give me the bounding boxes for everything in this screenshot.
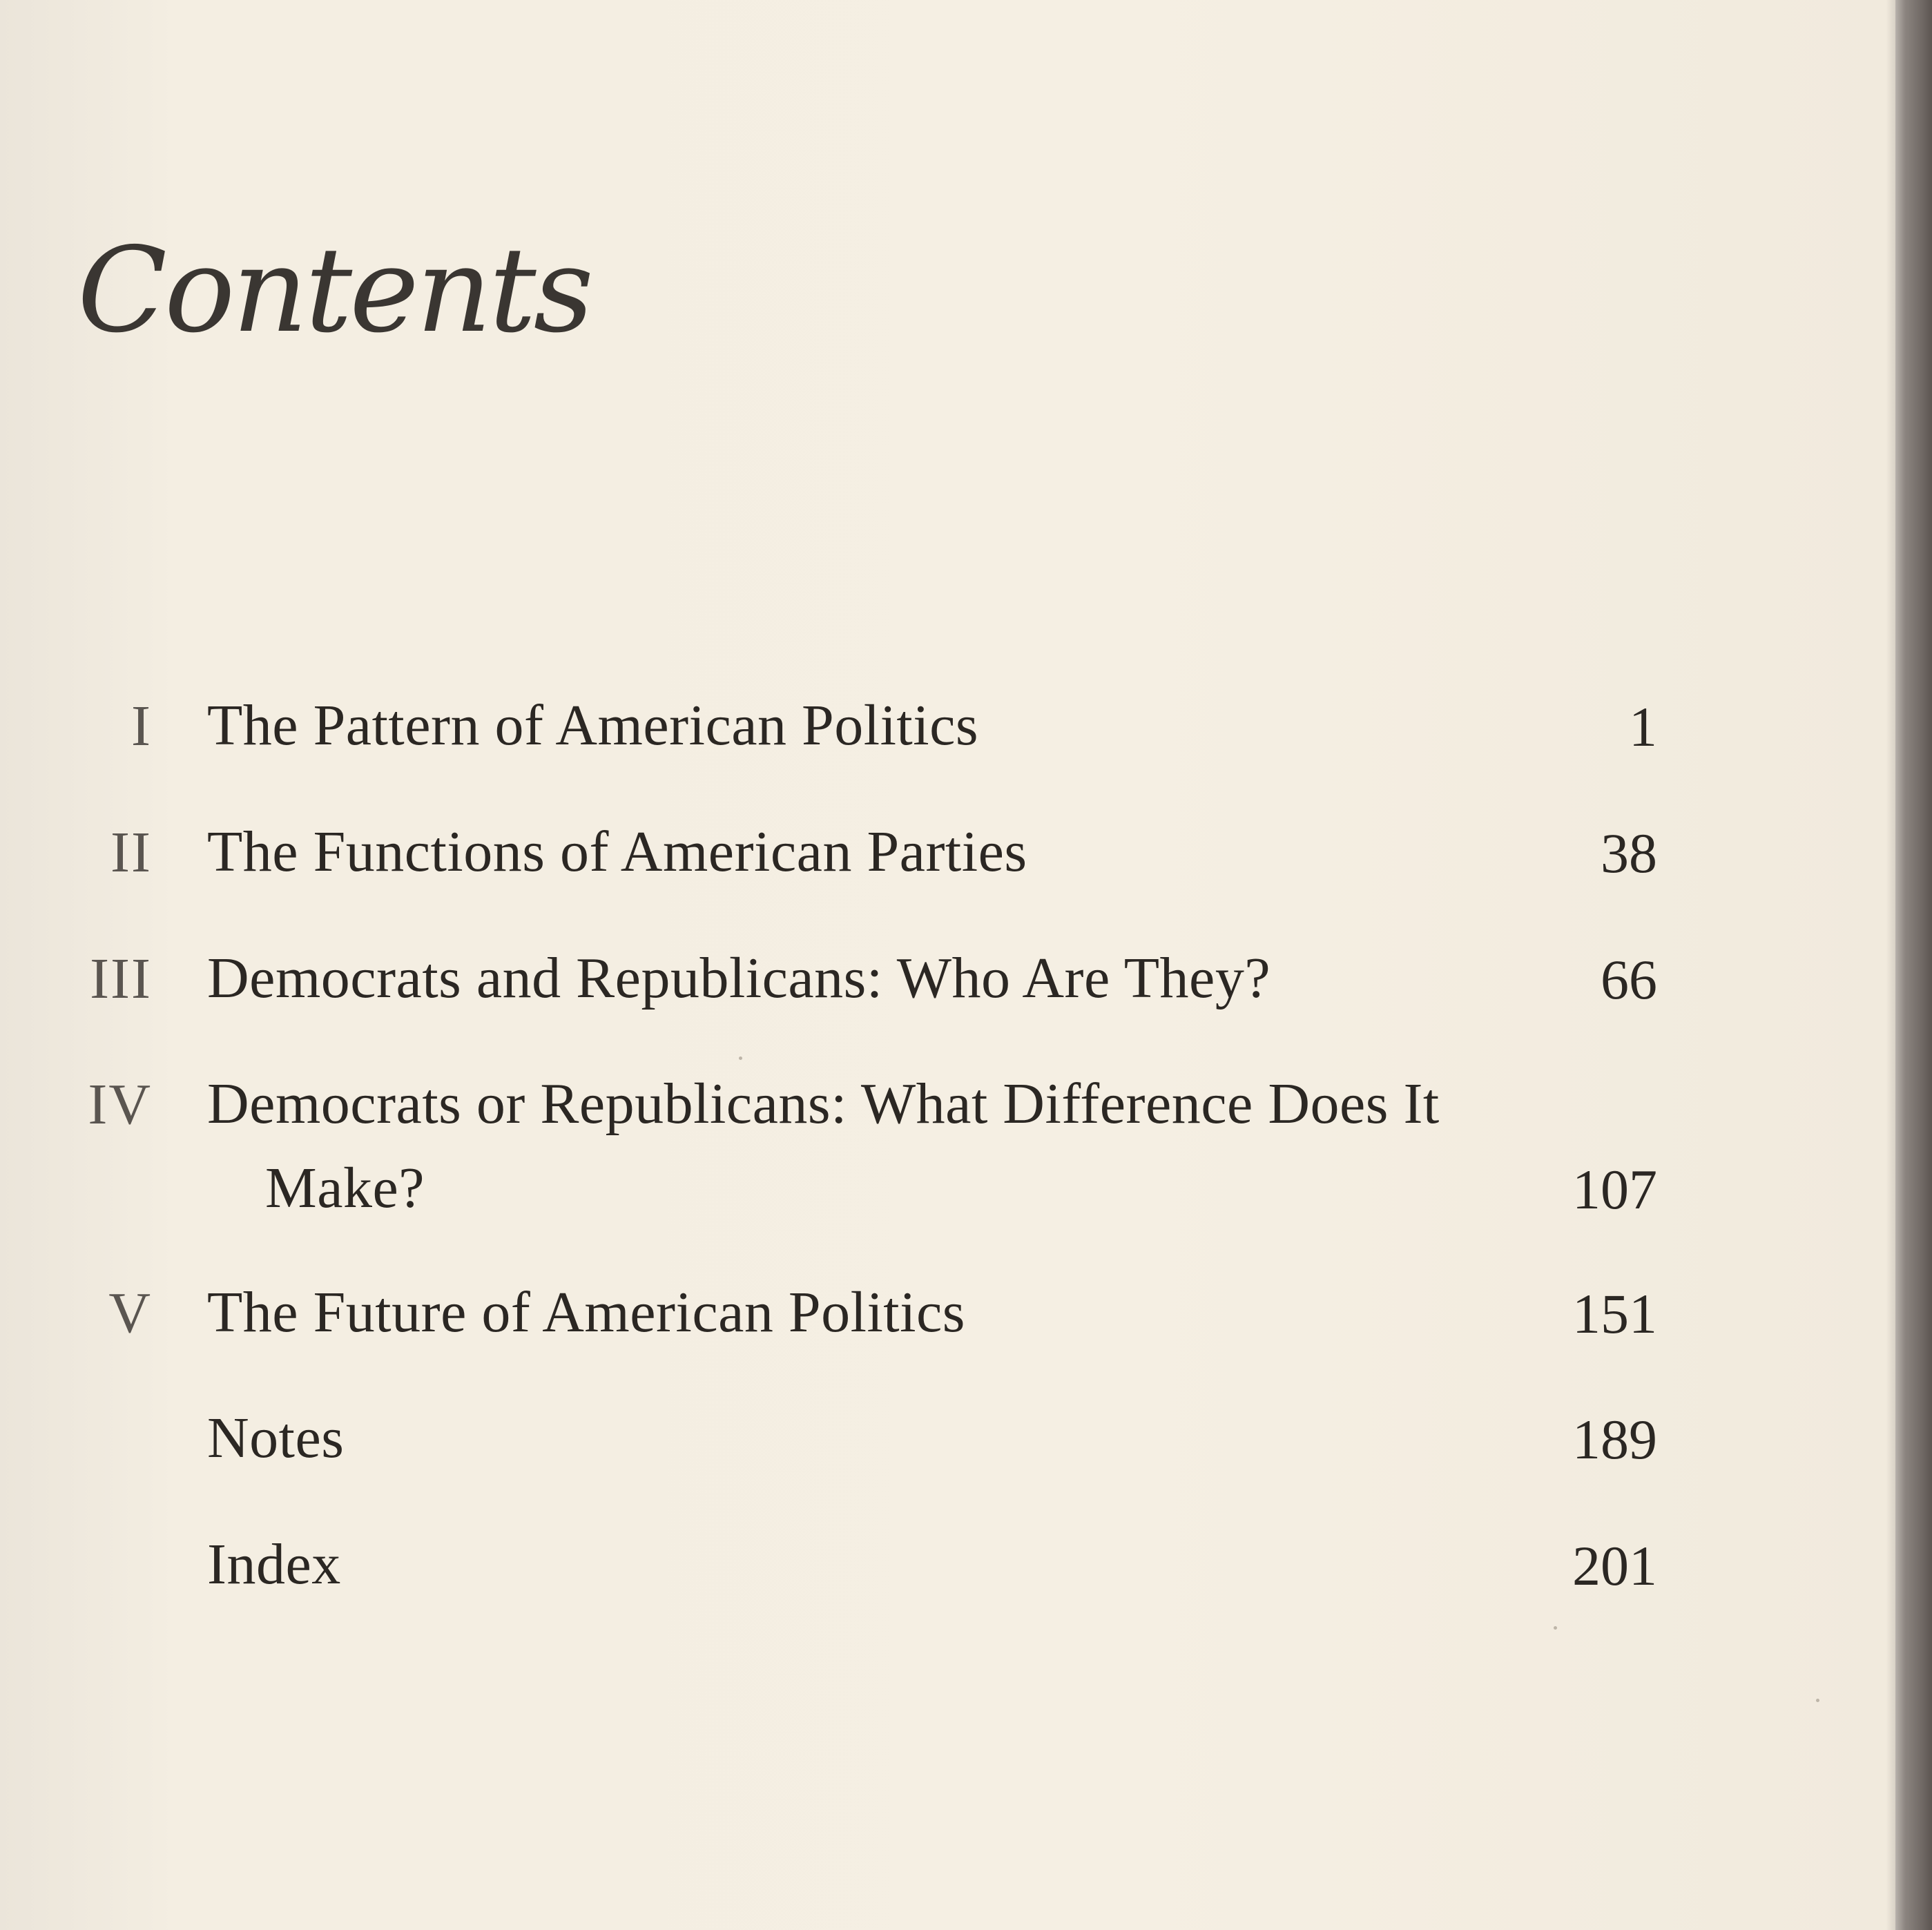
chapter-numeral: V [108, 1281, 152, 1345]
chapter-title [207, 684, 1561, 768]
chapter-title-line: The Functions of American Parties [207, 820, 1027, 884]
page-number: 38 [1601, 822, 1657, 885]
chapter-numeral: II [110, 820, 152, 885]
chapter-title-line: The Future of American Politics [207, 1280, 965, 1344]
chapter-title [207, 936, 1561, 1021]
chapter-title [207, 810, 1561, 894]
section-title-line: Notes [207, 1406, 345, 1470]
page-number: 189 [1572, 1408, 1657, 1471]
chapter-title-line: Democrats or Republicans: What Difference Does It [207, 1072, 1440, 1136]
page-number: 151 [1572, 1282, 1657, 1345]
chapter-title [207, 1271, 1561, 1355]
chapter-title-continuation: Make? [265, 1156, 425, 1220]
page-number: 66 [1601, 948, 1657, 1011]
chapter-title-line: Democrats and Republicans: Who Are They? [207, 946, 1271, 1010]
page-number: 1 [1629, 695, 1657, 758]
page-number: 107 [1572, 1158, 1657, 1221]
chapter-title [207, 1062, 1561, 1231]
chapter-numeral: III [90, 947, 152, 1011]
page-number: 201 [1572, 1534, 1657, 1597]
chapter-numeral: IV [88, 1072, 152, 1137]
section-title [207, 1396, 1561, 1480]
contents-heading: Contents [77, 222, 591, 359]
section-title [207, 1523, 1561, 1607]
chapter-title-line: The Pattern of American Politics [207, 693, 979, 757]
section-title-line: Index [207, 1532, 341, 1596]
chapter-numeral: I [131, 694, 152, 758]
